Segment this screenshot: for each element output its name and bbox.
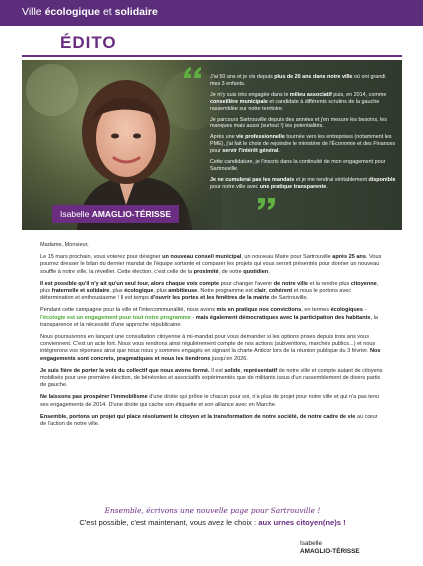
top-banner: [0, 0, 423, 26]
signature-block: [300, 540, 360, 557]
letter-paragraph: Il est possible qu'il n'y ait qu'un seul tour, alors chaque voix compte pour changer l'avenir de notre ville et la rendre plus citoyenne, plus fraternelle et solidaire, plus écologique, plus ambitieuse. Notre programme est clair, cohérent et nous le portons avec détermination et enthousiasme ! Il est temps d'ouvrir les portes et les fenêtres de la mairie de Sartrouville.: [40, 280, 379, 302]
closing-call-to-action: C'est possible, c'est maintenant, vous avez le choix : aux urnes citoyen(ne)s !: [79, 518, 346, 527]
quote-paragraph: Je ne cumulerai pas les mandats et je me rendrai véritablement disponible pour notre ville avec une pratique transparente.: [210, 176, 396, 190]
quote-close-icon: [255, 197, 277, 211]
quote-paragraph: Après une vie professionnelle tournée vers les entreprises (notamment les PME), j'ai fait le choix de rejoindre le ministère de l'Économie et des Finances pour servir l'intérêt général.: [210, 134, 396, 155]
closing-slogan: Ensemble, écrivons une nouvelle page pour Sartrouville !: [104, 506, 321, 515]
quote-open-icon: [182, 66, 204, 80]
candidate-name-tag: Isabelle AMAGLIO-TÉRISSE: [52, 205, 179, 223]
letter-body: [40, 242, 385, 433]
signature-last-name: AMAGLIO-TÉRISSE: [300, 548, 360, 556]
signature-first-name: Isabelle: [300, 540, 323, 547]
banner-slogan: Ville écologique et solidaire: [22, 6, 158, 18]
letter-paragraph: Ne laissons pas prospérer l'immobilisme d'une droite qui prône le chacun pour soi, n'a plus de projet pour notre ville et qui n'a pas tenu ses engagements de 2014. D'une droite qui cache son étiquette et son alliance avec en Marche.: [40, 394, 380, 408]
letter-paragraph: Ensemble, portons un projet qui place résolument le citoyen et la transformation de notre société, de notre cadre de vie au cœur de l'action de notre ville.: [40, 413, 378, 428]
letter-paragraph: Le 15 mars prochain, vous voterez pour désigner un nouveau conseil municipal, un nouveau Maire pour Sartrouville après 25 ans. Vous pourrez dresser le bilan du dernier mandat de l'équipe sortante et comparer les projets qui vous seront présentés pour donner un nouveau souffle à notre ville, la réveiller. Cette élection, c'est celle de la proximité, de votre quotidien.: [40, 254, 382, 275]
section-title: ÉDITO: [60, 33, 117, 52]
letter-paragraph: Nous poursuivrons en lançant une consultation citoyenne à mi-mandat pour vous demander si les options prises depuis trois ans vous conviennent. C'est un acte fort. Nous vous rendrons ainsi régulièrement compte de nos actions (subventions, marchés publics...) et nous intégrerons vos réponses ainsi que nous nous y sommes engagés en signant la charte Anticor lors de la réunion publique du 3 février. Nos engagements sont concrets, pragmatiques et nous les tiendrons jusqu'en 2026.: [40, 334, 381, 362]
quote-paragraph: Je m'y suis très engagée dans le milieu associatif puis, en 2014, comme conseillère municipale et candidate à différents scrutins de la gauche rassemblée sur notre territoire.: [210, 91, 387, 112]
quote-paragraph: Je parcours Sartrouville depuis des années et j'en mesure les besoins, les manques mais aussi (surtout !) les potentialités.: [210, 116, 387, 130]
letter-paragraph: Je suis fière de porter la voix du collectif que nous avons formé. Il est solide, représentatif de notre ville et compte autant de citoyens mobilisés pour une première élection, de bénévoles et associatifs expérimentés que de militants issus d'un rassemblement de divers partis de gauche.: [40, 367, 383, 389]
closing-block: [30, 506, 395, 527]
quote-paragraph: J'ai 50 ans et je vis depuis plus de 20 ans dans notre ville où ont grandi mes 3 enfants.: [210, 74, 386, 87]
title-divider: [22, 55, 402, 57]
letter-paragraph: Pendant cette campagne pour la ville et l'intercommunalité, nous avons mis en pratique nos convictions, en termes écologiques - l'écologie est un engagement pour tout notre programme - mais également démocratiques avec la participation des habitants, la transparence et la nécessité d'une approche républicaine.: [40, 307, 378, 328]
candidate-quote: [210, 74, 396, 195]
letter-greeting: Madame, Monsieur,: [40, 242, 89, 248]
quote-paragraph: Cette candidature, je l'inscris dans la continuité de mon engagement pour Sartrouville.: [210, 159, 386, 172]
